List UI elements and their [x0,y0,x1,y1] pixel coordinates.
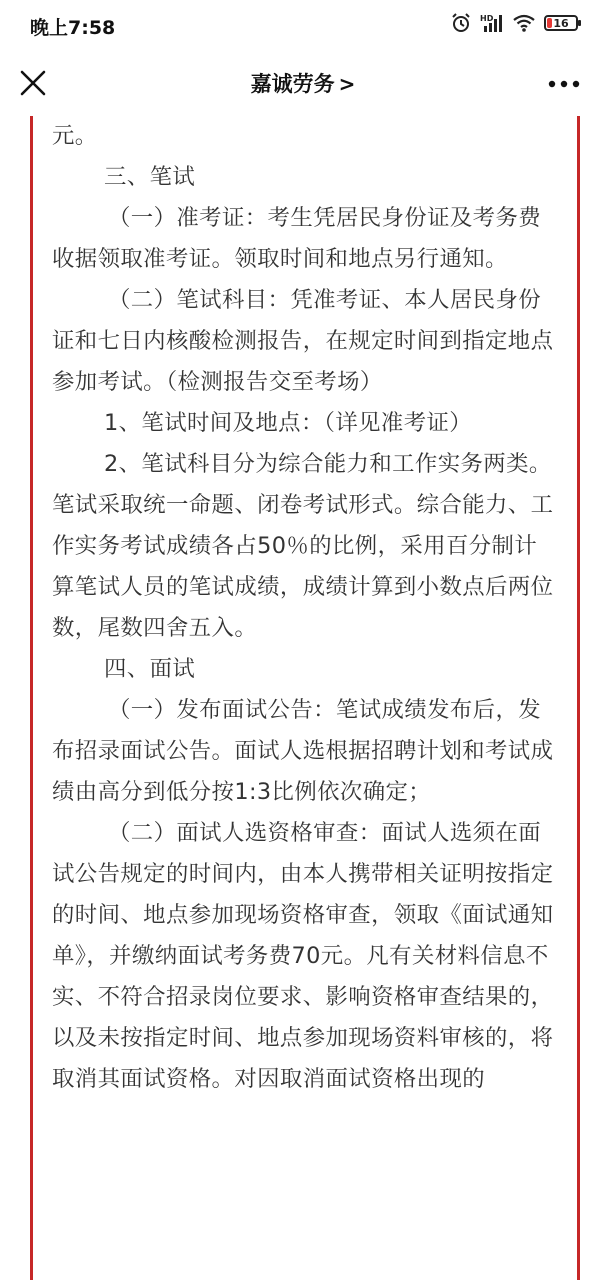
article-paragraph: （二）面试人选资格审查：面试人选须在面试公告规定的时间内，由本人携带相关证明按指定的时间、地点参加现场资格审查，领取《面试通知单》，并缴纳面试考务费70元。凡有关材料信息不实、不符合招录岗位要求、影响资格审查结果的，以及未按指定时间、地点参加现场资料审核的，将取消其面试资格。对因取消面试资格出现的 [52,820,554,1092]
frame-border-left [30,116,33,1280]
article-paragraph: 1、笔试时间及地点：（详见准考证） [104,410,473,436]
article-paragraph: （一）发布面试公告：笔试成绩发布后，发布招录面试公告。面试人选根据招聘计划和考试成绩由高分到低分按1:3比例依次确定； [52,697,554,805]
status-time: 晚上7:58 [30,17,116,39]
status-bar [0,0,606,50]
article-container[interactable] [0,116,606,1280]
chevron-right-icon: > [338,72,356,96]
article-body [52,116,557,1100]
signal-icon [480,13,504,33]
section-heading: 三、笔试 [104,164,196,190]
more-options-button[interactable] [544,72,584,96]
title-bar [0,50,606,116]
section-heading: 四、面试 [104,656,196,682]
article-paragraph: （二）笔试科目：凭准考证、本人居民身份证和七日内核酸检测报告，在规定时间到指定地点参加考试。（检测报告交至考场） [52,287,554,395]
status-icons [450,12,578,34]
battery-icon [544,15,578,31]
more-icon [544,72,584,96]
frame-border-right [577,116,580,1280]
wifi-icon [512,13,536,33]
article-paragraph: 元。 [52,123,98,149]
alarm-icon [450,12,472,34]
article-paragraph: 2、笔试科目分为综合能力和工作实务两类。笔试采取统一命题、闭卷考试形式。综合能力、工作实务考试成绩各占50％的比例，采用百分制计算笔试人员的笔试成绩，成绩计算到小数点后两位数，尾数四舍五入。 [52,451,554,641]
page-title-link[interactable] [0,68,606,98]
hd-label: HD [480,14,494,23]
page-title: 嘉诚劳务 [250,72,335,96]
battery-level: 16 [553,16,569,30]
article-paragraph: （一）准考证：考生凭居民身份证及考务费收据领取准考证。领取时间和地点另行通知。 [52,205,542,272]
